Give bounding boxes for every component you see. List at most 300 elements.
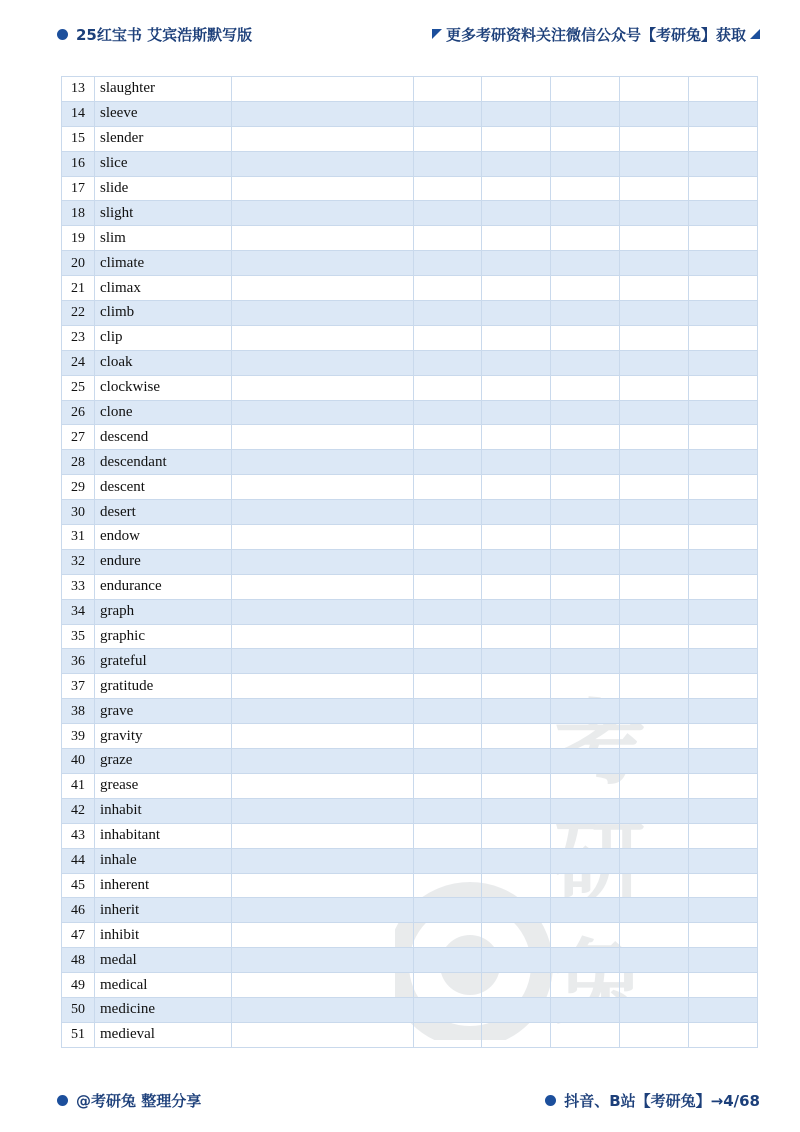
blank-answer-cell bbox=[551, 201, 620, 226]
blank-answer-cell bbox=[414, 1022, 482, 1047]
blank-answer-cell bbox=[232, 450, 414, 475]
blank-answer-cell bbox=[620, 948, 689, 973]
blank-answer-cell bbox=[689, 997, 758, 1022]
blank-answer-cell bbox=[482, 276, 551, 301]
footer-page-info: 抖音、B站【考研兔】→4/68 bbox=[564, 1091, 760, 1110]
blank-answer-cell bbox=[620, 201, 689, 226]
blank-answer-cell bbox=[689, 425, 758, 450]
table-row bbox=[62, 549, 758, 574]
blank-answer-cell bbox=[482, 599, 551, 624]
table-row bbox=[62, 101, 758, 126]
blank-answer-cell bbox=[551, 151, 620, 176]
vocab-word: medal bbox=[95, 948, 232, 973]
blank-answer-cell bbox=[414, 549, 482, 574]
blank-answer-cell bbox=[689, 450, 758, 475]
blank-answer-cell bbox=[551, 674, 620, 699]
blank-answer-cell bbox=[620, 325, 689, 350]
blank-answer-cell bbox=[689, 649, 758, 674]
blank-answer-cell bbox=[551, 624, 620, 649]
blank-answer-cell bbox=[414, 674, 482, 699]
blank-answer-cell bbox=[414, 151, 482, 176]
table-row bbox=[62, 325, 758, 350]
blank-answer-cell bbox=[482, 574, 551, 599]
blank-answer-cell bbox=[551, 301, 620, 326]
table-row bbox=[62, 301, 758, 326]
blank-answer-cell bbox=[482, 77, 551, 102]
blank-answer-cell bbox=[689, 898, 758, 923]
blank-answer-cell bbox=[482, 898, 551, 923]
blank-answer-cell bbox=[620, 773, 689, 798]
blank-answer-cell bbox=[232, 375, 414, 400]
table-row bbox=[62, 948, 758, 973]
blank-answer-cell bbox=[232, 350, 414, 375]
table-row bbox=[62, 773, 758, 798]
blank-answer-cell bbox=[551, 226, 620, 251]
blank-answer-cell bbox=[689, 475, 758, 500]
table-row bbox=[62, 1022, 758, 1047]
blank-answer-cell bbox=[232, 201, 414, 226]
vocab-word: inhabit bbox=[95, 798, 232, 823]
row-number: 50 bbox=[62, 997, 95, 1022]
blank-answer-cell bbox=[551, 325, 620, 350]
blank-answer-cell bbox=[232, 425, 414, 450]
blank-answer-cell bbox=[232, 77, 414, 102]
blank-answer-cell bbox=[689, 749, 758, 774]
table-row bbox=[62, 77, 758, 102]
row-number: 38 bbox=[62, 699, 95, 724]
blank-answer-cell bbox=[414, 176, 482, 201]
table-row bbox=[62, 126, 758, 151]
table-row bbox=[62, 798, 758, 823]
blank-answer-cell bbox=[414, 773, 482, 798]
vocab-word: climate bbox=[95, 251, 232, 276]
vocab-word: inhabitant bbox=[95, 823, 232, 848]
blank-answer-cell bbox=[482, 674, 551, 699]
blank-answer-cell bbox=[232, 101, 414, 126]
table-row bbox=[62, 226, 758, 251]
blank-answer-cell bbox=[232, 773, 414, 798]
blank-answer-cell bbox=[620, 450, 689, 475]
vocab-word: graphic bbox=[95, 624, 232, 649]
blank-answer-cell bbox=[689, 525, 758, 550]
row-number: 31 bbox=[62, 525, 95, 550]
blank-answer-cell bbox=[620, 101, 689, 126]
blank-answer-cell bbox=[414, 325, 482, 350]
row-number: 13 bbox=[62, 77, 95, 102]
vocab-word: grease bbox=[95, 773, 232, 798]
blank-answer-cell bbox=[482, 1022, 551, 1047]
row-number: 42 bbox=[62, 798, 95, 823]
blank-answer-cell bbox=[689, 126, 758, 151]
blank-answer-cell bbox=[551, 823, 620, 848]
header-right bbox=[432, 22, 760, 46]
blank-answer-cell bbox=[620, 226, 689, 251]
blank-answer-cell bbox=[620, 699, 689, 724]
blank-answer-cell bbox=[232, 724, 414, 749]
row-number: 37 bbox=[62, 674, 95, 699]
blank-answer-cell bbox=[620, 276, 689, 301]
blank-answer-cell bbox=[689, 101, 758, 126]
blank-answer-cell bbox=[620, 898, 689, 923]
blank-answer-cell bbox=[232, 325, 414, 350]
blank-answer-cell bbox=[689, 948, 758, 973]
blank-answer-cell bbox=[232, 126, 414, 151]
blank-answer-cell bbox=[232, 500, 414, 525]
blank-answer-cell bbox=[620, 475, 689, 500]
vocab-word: descent bbox=[95, 475, 232, 500]
blank-answer-cell bbox=[551, 475, 620, 500]
table-row bbox=[62, 923, 758, 948]
blank-answer-cell bbox=[620, 525, 689, 550]
row-number: 23 bbox=[62, 325, 95, 350]
blank-answer-cell bbox=[620, 823, 689, 848]
blank-answer-cell bbox=[551, 276, 620, 301]
blank-answer-cell bbox=[482, 226, 551, 251]
vocab-word: graph bbox=[95, 599, 232, 624]
blank-answer-cell bbox=[620, 425, 689, 450]
blank-answer-cell bbox=[551, 724, 620, 749]
blank-answer-cell bbox=[689, 574, 758, 599]
row-number: 45 bbox=[62, 873, 95, 898]
header-left bbox=[57, 22, 252, 46]
vocab-word: endow bbox=[95, 525, 232, 550]
blank-answer-cell bbox=[620, 301, 689, 326]
blank-answer-cell bbox=[620, 500, 689, 525]
vocab-word: medical bbox=[95, 973, 232, 998]
blank-answer-cell bbox=[482, 450, 551, 475]
table-row bbox=[62, 400, 758, 425]
blank-answer-cell bbox=[232, 251, 414, 276]
row-number: 22 bbox=[62, 301, 95, 326]
blank-answer-cell bbox=[689, 375, 758, 400]
blank-answer-cell bbox=[232, 599, 414, 624]
blank-answer-cell bbox=[620, 126, 689, 151]
blank-answer-cell bbox=[232, 151, 414, 176]
blank-answer-cell bbox=[482, 325, 551, 350]
row-number: 47 bbox=[62, 923, 95, 948]
blank-answer-cell bbox=[689, 500, 758, 525]
blank-answer-cell bbox=[689, 226, 758, 251]
vocab-word: slim bbox=[95, 226, 232, 251]
vocab-word: clip bbox=[95, 325, 232, 350]
blank-answer-cell bbox=[482, 699, 551, 724]
row-number: 21 bbox=[62, 276, 95, 301]
blank-answer-cell bbox=[414, 201, 482, 226]
header-promo: 更多考研资料关注微信公众号【考研兔】获取 bbox=[445, 25, 746, 44]
blank-answer-cell bbox=[551, 77, 620, 102]
row-number: 29 bbox=[62, 475, 95, 500]
blank-answer-cell bbox=[620, 848, 689, 873]
vocab-word: inherit bbox=[95, 898, 232, 923]
blank-answer-cell bbox=[482, 798, 551, 823]
blank-answer-cell bbox=[414, 923, 482, 948]
row-number: 15 bbox=[62, 126, 95, 151]
vocab-word: climb bbox=[95, 301, 232, 326]
blank-answer-cell bbox=[414, 525, 482, 550]
blank-answer-cell bbox=[232, 226, 414, 251]
blank-answer-cell bbox=[620, 973, 689, 998]
vocab-word: clockwise bbox=[95, 375, 232, 400]
blank-answer-cell bbox=[620, 749, 689, 774]
table-row bbox=[62, 450, 758, 475]
blank-answer-cell bbox=[482, 823, 551, 848]
blank-answer-cell bbox=[414, 276, 482, 301]
blank-answer-cell bbox=[551, 450, 620, 475]
blank-answer-cell bbox=[620, 375, 689, 400]
blank-answer-cell bbox=[689, 1022, 758, 1047]
vocab-word: endure bbox=[95, 549, 232, 574]
blank-answer-cell bbox=[620, 997, 689, 1022]
blank-answer-cell bbox=[482, 350, 551, 375]
table-row bbox=[62, 749, 758, 774]
blank-answer-cell bbox=[414, 699, 482, 724]
blank-answer-cell bbox=[620, 251, 689, 276]
row-number: 14 bbox=[62, 101, 95, 126]
footer-right bbox=[545, 1088, 760, 1112]
blank-answer-cell bbox=[551, 599, 620, 624]
blank-answer-cell bbox=[551, 649, 620, 674]
table-row bbox=[62, 724, 758, 749]
blank-answer-cell bbox=[232, 649, 414, 674]
table-row bbox=[62, 699, 758, 724]
blank-answer-cell bbox=[689, 599, 758, 624]
blank-answer-cell bbox=[232, 475, 414, 500]
blank-answer-cell bbox=[620, 151, 689, 176]
blank-answer-cell bbox=[482, 649, 551, 674]
blank-answer-cell bbox=[232, 798, 414, 823]
table-row bbox=[62, 201, 758, 226]
blank-answer-cell bbox=[620, 873, 689, 898]
blank-answer-cell bbox=[620, 574, 689, 599]
blank-answer-cell bbox=[482, 873, 551, 898]
row-number: 41 bbox=[62, 773, 95, 798]
blank-answer-cell bbox=[551, 350, 620, 375]
blank-answer-cell bbox=[620, 1022, 689, 1047]
blank-answer-cell bbox=[551, 375, 620, 400]
blank-answer-cell bbox=[551, 251, 620, 276]
row-number: 51 bbox=[62, 1022, 95, 1047]
blank-answer-cell bbox=[414, 101, 482, 126]
blank-answer-cell bbox=[689, 350, 758, 375]
row-number: 43 bbox=[62, 823, 95, 848]
table-row bbox=[62, 525, 758, 550]
blank-answer-cell bbox=[232, 997, 414, 1022]
blank-answer-cell bbox=[414, 973, 482, 998]
row-number: 39 bbox=[62, 724, 95, 749]
blank-answer-cell bbox=[551, 549, 620, 574]
blank-answer-cell bbox=[414, 749, 482, 774]
blank-answer-cell bbox=[414, 624, 482, 649]
footer-credit: @考研兔 整理分享 bbox=[76, 1091, 202, 1110]
vocab-word: descend bbox=[95, 425, 232, 450]
blank-answer-cell bbox=[414, 873, 482, 898]
row-number: 20 bbox=[62, 251, 95, 276]
vocab-dictation-table bbox=[61, 76, 758, 1048]
table-row bbox=[62, 873, 758, 898]
blank-answer-cell bbox=[551, 873, 620, 898]
blank-answer-cell bbox=[414, 226, 482, 251]
blank-answer-cell bbox=[414, 500, 482, 525]
blank-answer-cell bbox=[482, 375, 551, 400]
row-number: 18 bbox=[62, 201, 95, 226]
table-row bbox=[62, 848, 758, 873]
blank-answer-cell bbox=[482, 948, 551, 973]
blank-answer-cell bbox=[689, 251, 758, 276]
blank-answer-cell bbox=[414, 997, 482, 1022]
blank-answer-cell bbox=[232, 749, 414, 774]
blank-answer-cell bbox=[620, 77, 689, 102]
blank-answer-cell bbox=[689, 400, 758, 425]
blank-answer-cell bbox=[482, 475, 551, 500]
vocab-word: gravity bbox=[95, 724, 232, 749]
blank-answer-cell bbox=[232, 973, 414, 998]
triangle-left-icon bbox=[432, 29, 442, 39]
blank-answer-cell bbox=[414, 77, 482, 102]
blank-answer-cell bbox=[482, 400, 551, 425]
blank-answer-cell bbox=[689, 973, 758, 998]
watermark-char-1: 考 bbox=[553, 689, 647, 797]
blank-answer-cell bbox=[620, 624, 689, 649]
table-row bbox=[62, 251, 758, 276]
blank-answer-cell bbox=[414, 649, 482, 674]
blank-answer-cell bbox=[689, 624, 758, 649]
row-number: 40 bbox=[62, 749, 95, 774]
vocab-word: descendant bbox=[95, 450, 232, 475]
blank-answer-cell bbox=[551, 400, 620, 425]
blank-answer-cell bbox=[482, 549, 551, 574]
blank-answer-cell bbox=[414, 798, 482, 823]
table-row bbox=[62, 151, 758, 176]
vocab-word: grateful bbox=[95, 649, 232, 674]
blank-answer-cell bbox=[232, 848, 414, 873]
blank-answer-cell bbox=[689, 773, 758, 798]
blank-answer-cell bbox=[689, 325, 758, 350]
blank-answer-cell bbox=[232, 823, 414, 848]
blank-answer-cell bbox=[482, 749, 551, 774]
row-number: 35 bbox=[62, 624, 95, 649]
blank-answer-cell bbox=[620, 400, 689, 425]
blank-answer-cell bbox=[689, 823, 758, 848]
table-row bbox=[62, 500, 758, 525]
blank-answer-cell bbox=[232, 898, 414, 923]
blank-answer-cell bbox=[482, 997, 551, 1022]
vocab-word: slender bbox=[95, 126, 232, 151]
blank-answer-cell bbox=[414, 425, 482, 450]
bullet-dot-icon bbox=[57, 1095, 68, 1106]
blank-answer-cell bbox=[689, 798, 758, 823]
table-row bbox=[62, 599, 758, 624]
blank-answer-cell bbox=[551, 525, 620, 550]
row-number: 16 bbox=[62, 151, 95, 176]
blank-answer-cell bbox=[414, 574, 482, 599]
blank-answer-cell bbox=[689, 151, 758, 176]
blank-answer-cell bbox=[551, 997, 620, 1022]
table-row bbox=[62, 475, 758, 500]
row-number: 44 bbox=[62, 848, 95, 873]
blank-answer-cell bbox=[414, 898, 482, 923]
blank-answer-cell bbox=[689, 674, 758, 699]
blank-answer-cell bbox=[620, 798, 689, 823]
vocab-word: inhale bbox=[95, 848, 232, 873]
table-row bbox=[62, 276, 758, 301]
blank-answer-cell bbox=[620, 724, 689, 749]
row-number: 46 bbox=[62, 898, 95, 923]
row-number: 36 bbox=[62, 649, 95, 674]
blank-answer-cell bbox=[482, 201, 551, 226]
row-number: 25 bbox=[62, 375, 95, 400]
blank-answer-cell bbox=[620, 599, 689, 624]
table-row bbox=[62, 997, 758, 1022]
blank-answer-cell bbox=[414, 375, 482, 400]
blank-answer-cell bbox=[232, 176, 414, 201]
blank-answer-cell bbox=[414, 724, 482, 749]
table-row bbox=[62, 176, 758, 201]
row-number: 48 bbox=[62, 948, 95, 973]
blank-answer-cell bbox=[482, 624, 551, 649]
blank-answer-cell bbox=[414, 475, 482, 500]
row-number: 28 bbox=[62, 450, 95, 475]
blank-answer-cell bbox=[689, 301, 758, 326]
blank-answer-cell bbox=[232, 699, 414, 724]
table-row bbox=[62, 973, 758, 998]
blank-answer-cell bbox=[232, 674, 414, 699]
blank-answer-cell bbox=[232, 624, 414, 649]
blank-answer-cell bbox=[689, 201, 758, 226]
vocab-word: medicine bbox=[95, 997, 232, 1022]
table-row bbox=[62, 649, 758, 674]
blank-answer-cell bbox=[414, 450, 482, 475]
blank-answer-cell bbox=[551, 425, 620, 450]
watermark-char-3: 兔 bbox=[553, 929, 647, 1037]
table-row bbox=[62, 898, 758, 923]
blank-answer-cell bbox=[482, 973, 551, 998]
blank-answer-cell bbox=[482, 773, 551, 798]
vocab-word: endurance bbox=[95, 574, 232, 599]
blank-answer-cell bbox=[482, 301, 551, 326]
blank-answer-cell bbox=[689, 699, 758, 724]
bullet-dot-icon bbox=[545, 1095, 556, 1106]
blank-answer-cell bbox=[232, 549, 414, 574]
blank-answer-cell bbox=[551, 973, 620, 998]
table-row bbox=[62, 624, 758, 649]
blank-answer-cell bbox=[689, 873, 758, 898]
blank-answer-cell bbox=[551, 1022, 620, 1047]
row-number: 19 bbox=[62, 226, 95, 251]
blank-answer-cell bbox=[551, 699, 620, 724]
blank-answer-cell bbox=[482, 500, 551, 525]
blank-answer-cell bbox=[232, 301, 414, 326]
blank-answer-cell bbox=[551, 898, 620, 923]
blank-answer-cell bbox=[482, 176, 551, 201]
vocab-word: desert bbox=[95, 500, 232, 525]
blank-answer-cell bbox=[482, 525, 551, 550]
table-row bbox=[62, 425, 758, 450]
table-row bbox=[62, 574, 758, 599]
blank-answer-cell bbox=[482, 848, 551, 873]
blank-answer-cell bbox=[551, 848, 620, 873]
page-footer bbox=[0, 1088, 800, 1112]
footer-left bbox=[57, 1088, 201, 1112]
row-number: 27 bbox=[62, 425, 95, 450]
blank-answer-cell bbox=[689, 549, 758, 574]
blank-answer-cell bbox=[414, 599, 482, 624]
row-number: 17 bbox=[62, 176, 95, 201]
blank-answer-cell bbox=[482, 151, 551, 176]
blank-answer-cell bbox=[482, 251, 551, 276]
blank-answer-cell bbox=[689, 176, 758, 201]
blank-answer-cell bbox=[414, 848, 482, 873]
vocab-word: climax bbox=[95, 276, 232, 301]
